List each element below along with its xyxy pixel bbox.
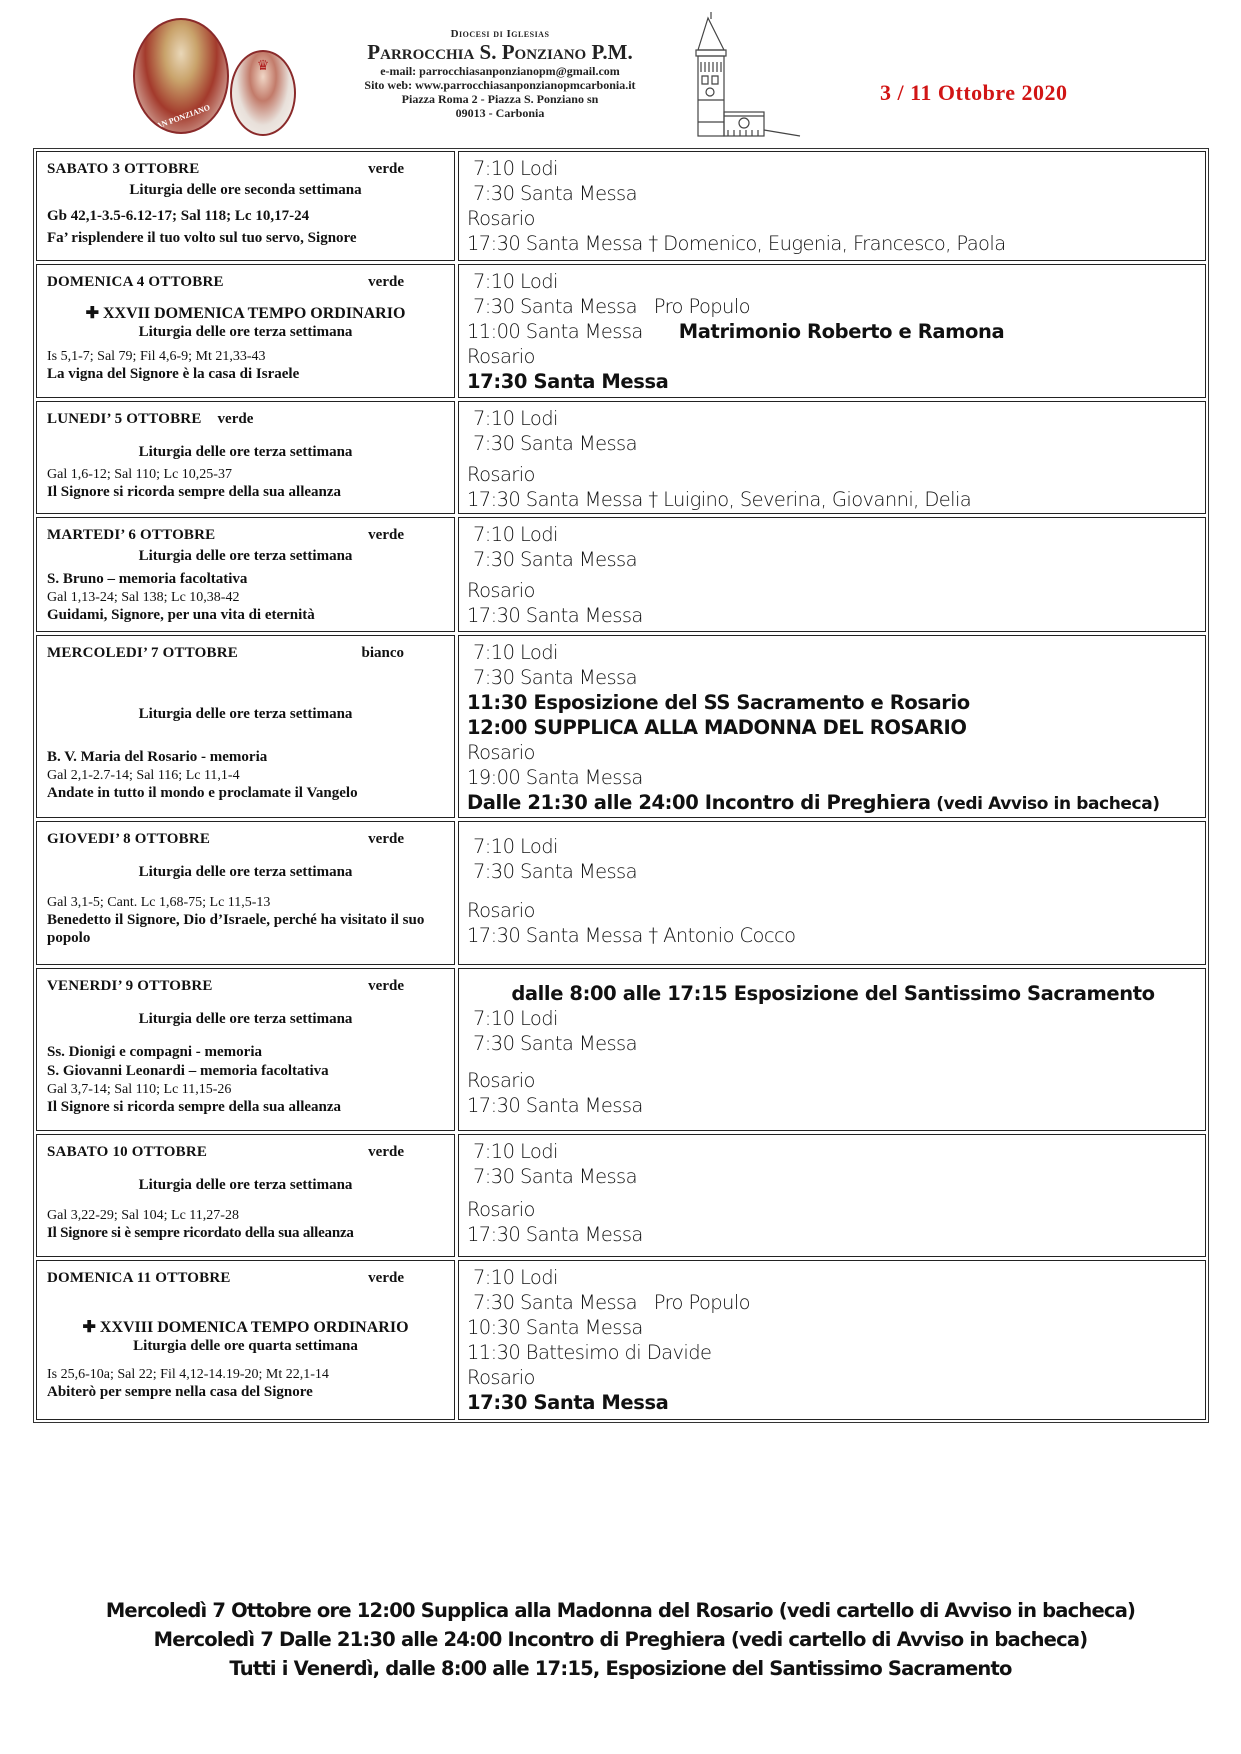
- events-cell: [458, 401, 1206, 514]
- crown-icon: ♛: [256, 59, 270, 74]
- day-row: [36, 517, 1206, 632]
- antiphon: Benedetto il Signore, Dio d’Israele, perché ha visitato il suo popolo: [47, 912, 425, 946]
- event-time: Dalle 21:30 alle 24:00 Incontro di Preghiera: [467, 791, 931, 814]
- event-time: 11:00 Santa Messa: [467, 320, 643, 343]
- antiphon: Abiterò per sempre nella casa del Signore: [47, 1384, 313, 1400]
- liturgy-cell: [36, 517, 455, 632]
- liturgy-week: Liturgia delle ore terza settimana: [138, 444, 353, 460]
- parish-info: [300, 28, 700, 120]
- event: 7:10 Lodi: [473, 157, 558, 180]
- antiphon: Il Signore si è sempre ricordato della sua alleanza: [47, 1225, 354, 1241]
- liturgy-week: Liturgia delle ore terza settimana: [138, 324, 353, 340]
- event: 7:10 Lodi: [473, 1140, 558, 1163]
- solemnity-title: ✚ XXVII DOMENICA TEMPO ORDINARIO: [85, 305, 406, 322]
- liturgical-color: verde: [368, 977, 404, 994]
- saint-medallion-image: [230, 50, 296, 136]
- week-date-range: 3 / 11 Ottobre 2020: [880, 80, 1068, 105]
- readings: Gal 1,6-12; Sal 110; Lc 10,25-37: [47, 467, 232, 482]
- liturgical-color: verde: [368, 273, 404, 290]
- solemnity-title: ✚ XXVIII DOMENICA TEMPO ORDINARIO: [82, 1319, 409, 1336]
- readings: Is 5,1-7; Sal 79; Fil 4,6-9; Mt 21,33-43: [47, 349, 266, 364]
- event: 12:00 SUPPLICA ALLA MADONNA DEL ROSARIO: [467, 716, 967, 739]
- liturgical-color: bianco: [361, 644, 404, 661]
- liturgical-color: verde: [217, 410, 254, 427]
- day-name: VENERDI’ 9 OTTOBRE: [47, 977, 213, 994]
- liturgical-color: verde: [368, 526, 404, 543]
- parish-address: Piazza Roma 2 - Piazza S. Ponziano sn: [401, 92, 599, 106]
- antiphon: Guidami, Signore, per una vita di eternità: [47, 607, 315, 623]
- event: 17:30 Santa Messa: [467, 1223, 643, 1246]
- liturgical-color: verde: [368, 830, 404, 847]
- notices: [0, 1596, 1241, 1683]
- event: 19:00 Santa Messa: [467, 766, 643, 789]
- liturgy-cell: [36, 968, 455, 1131]
- event: 11:30 Esposizione del SS Sacramento e Rosario: [467, 691, 970, 714]
- readings: Gal 2,1-2.7-14; Sal 116; Lc 11,1-4: [47, 768, 240, 783]
- liturgy-week: Liturgia delle ore quarta settimana: [133, 1338, 358, 1354]
- san-ponziano-medallion-image: [133, 18, 229, 134]
- parish-website[interactable]: Sito web: www.parrocchiasanponzianopmcarbonia.it: [364, 78, 636, 92]
- antiphon: Andate in tutto il mondo e proclamate il Vangelo: [47, 785, 358, 801]
- event: 7:10 Lodi: [473, 407, 558, 430]
- event: 7:10 Lodi: [473, 641, 558, 664]
- antiphon: Il Signore si ricorda sempre della sua alleanza: [47, 1099, 342, 1115]
- medallion-label: SAN PONZIANO: [150, 102, 212, 133]
- event: Rosario: [467, 463, 535, 486]
- notice-line: Tutti i Venerdì, dalle 8:00 alle 17:15, Esposizione del Santissimo Sacramento: [229, 1657, 1012, 1680]
- diocese-name: Diocesi di Iglesias: [450, 28, 550, 40]
- event: 7:10 Lodi: [473, 523, 558, 546]
- event: 7:10 Lodi: [473, 1007, 558, 1030]
- day-name: SABATO 10 OTTOBRE: [47, 1143, 208, 1160]
- readings: Gal 3,7-14; Sal 110; Lc 11,15-26: [47, 1082, 232, 1097]
- day-name: SABATO 3 OTTOBRE: [47, 160, 200, 177]
- event: 7:10 Lodi: [473, 835, 558, 858]
- day-row: [36, 968, 1206, 1131]
- readings: Gal 1,13-24; Sal 138; Lc 10,38-42: [47, 590, 240, 605]
- liturgy-week: Liturgia delle ore terza settimana: [138, 706, 353, 722]
- event: 7:30 Santa Messa: [473, 1032, 637, 1055]
- liturgy-cell: [36, 821, 455, 965]
- events-cell: [458, 635, 1206, 818]
- event: 17:30 Santa Messa † Antonio Cocco: [467, 924, 796, 947]
- event: 11:30 Battesimo di Davide: [467, 1341, 712, 1364]
- liturgical-color: verde: [368, 160, 404, 177]
- liturgy-cell: [36, 1134, 455, 1257]
- event: dalle 8:00 alle 17:15 Esposizione del Santissimo Sacramento: [511, 982, 1155, 1005]
- event: Rosario: [467, 345, 535, 368]
- event: Rosario: [467, 741, 535, 764]
- event-note: Matrimonio Roberto e Ramona: [678, 320, 1005, 343]
- event: 17:30 Santa Messa † Luigino, Severina, Giovanni, Delia: [467, 488, 972, 511]
- memoria: S. Bruno – memoria facoltativa: [47, 571, 248, 587]
- event: 7:10 Lodi: [473, 270, 558, 293]
- event: [467, 319, 1199, 344]
- events-cell: [458, 1260, 1206, 1420]
- events-cell: [458, 151, 1206, 261]
- page-header: [0, 0, 1241, 140]
- event: 17:30 Santa Messa: [467, 370, 669, 393]
- day-name: DOMENICA 11 OTTOBRE: [47, 1269, 231, 1286]
- event: 17:30 Santa Messa † Domenico, Eugenia, Francesco, Paola: [467, 232, 1006, 255]
- parish-name: Parrocchia S. Ponziano P.M.: [367, 40, 633, 64]
- readings: Gal 3,22-29; Sal 104; Lc 11,27-28: [47, 1208, 239, 1223]
- parish-city: 09013 - Carbonia: [455, 106, 545, 120]
- liturgy-cell: [36, 1260, 455, 1420]
- events-cell: [458, 1134, 1206, 1257]
- event: [467, 790, 1199, 817]
- event: 17:30 Santa Messa: [467, 1391, 669, 1414]
- event: Rosario: [467, 899, 535, 922]
- event: 7:30 Santa Messa: [473, 666, 637, 689]
- event: 7:30 Santa Messa: [473, 432, 637, 455]
- events-cell: [458, 517, 1206, 632]
- day-row: [36, 264, 1206, 398]
- event-note: (vedi Avviso in bacheca): [936, 794, 1160, 814]
- events-cell: [458, 821, 1206, 965]
- day-row: [36, 635, 1206, 818]
- event: Rosario: [467, 1069, 535, 1092]
- day-row: [36, 821, 1206, 965]
- event: 7:30 Santa Messa: [473, 1165, 637, 1188]
- day-row: [36, 151, 1206, 261]
- readings: Gb 42,1-3.5-6.12-17; Sal 118; Lc 10,17-24: [47, 208, 310, 224]
- memoria: B. V. Maria del Rosario - memoria: [47, 749, 268, 765]
- parish-email[interactable]: e-mail: parrocchiasanponzianopm@gmail.com: [380, 64, 620, 78]
- event: 7:30 Santa Messa Pro Populo: [473, 295, 750, 318]
- event: 17:30 Santa Messa: [467, 604, 643, 627]
- day-name: LUNEDI’ 5 OTTOBRE: [47, 410, 202, 427]
- event: Rosario: [467, 579, 535, 602]
- events-cell: [458, 968, 1206, 1131]
- antiphon: La vigna del Signore è la casa di Israele: [47, 366, 300, 382]
- day-name: MARTEDI’ 6 OTTOBRE: [47, 526, 216, 543]
- day-name: GIOVEDI’ 8 OTTOBRE: [47, 830, 211, 847]
- church-tower-icon: [688, 10, 808, 138]
- memoria: S. Giovanni Leonardi – memoria facoltativa: [47, 1063, 329, 1079]
- memoria: Ss. Dionigi e compagni - memoria: [47, 1044, 262, 1060]
- event: 17:30 Santa Messa: [467, 1094, 643, 1117]
- liturgy-cell: [36, 151, 455, 261]
- antiphon: Il Signore si ricorda sempre della sua alleanza: [47, 484, 342, 500]
- day-row: [36, 401, 1206, 514]
- antiphon: Fa’ risplendere il tuo volto sul tuo servo, Signore: [47, 230, 357, 246]
- event: 7:30 Santa Messa: [473, 860, 637, 883]
- notice-line: Mercoledì 7 Ottobre ore 12:00 Supplica alla Madonna del Rosario (vedi cartello di Avviso in bacheca): [105, 1599, 1136, 1622]
- readings: Is 25,6-10a; Sal 22; Fil 4,12-14.19-20; Mt 22,1-14: [47, 1367, 329, 1382]
- notice-line: Mercoledì 7 Dalle 21:30 alle 24:00 Incontro di Preghiera (vedi cartello di Avviso in bacheca): [153, 1628, 1088, 1651]
- liturgy-cell: [36, 264, 455, 398]
- liturgical-color: verde: [368, 1143, 404, 1160]
- liturgy-week: Liturgia delle ore terza settimana: [138, 1177, 353, 1193]
- events-cell: [458, 264, 1206, 398]
- event: Rosario: [467, 207, 535, 230]
- liturgy-week: Liturgia delle ore terza settimana: [138, 864, 353, 880]
- liturgy-week: Liturgia delle ore terza settimana: [138, 1011, 353, 1027]
- liturgy-cell: [36, 635, 455, 818]
- liturgy-week: Liturgia delle ore terza settimana: [138, 548, 353, 564]
- day-row: [36, 1260, 1206, 1420]
- day-name: DOMENICA 4 OTTOBRE: [47, 273, 224, 290]
- day-row: [36, 1134, 1206, 1257]
- event: Rosario: [467, 1366, 535, 1389]
- readings: Gal 3,1-5; Cant. Lc 1,68-75; Lc 11,5-13: [47, 895, 271, 910]
- liturgy-cell: [36, 401, 455, 514]
- event: 7:30 Santa Messa Pro Populo: [473, 1291, 750, 1314]
- event: 7:30 Santa Messa: [473, 182, 637, 205]
- event: 7:10 Lodi: [473, 1266, 558, 1289]
- day-name: MERCOLEDI’ 7 OTTOBRE: [47, 644, 238, 661]
- liturgical-color: verde: [368, 1269, 404, 1286]
- event: Rosario: [467, 1198, 535, 1221]
- event: 7:30 Santa Messa: [473, 548, 637, 571]
- liturgy-week: Liturgia delle ore seconda settimana: [129, 182, 362, 198]
- event: 10:30 Santa Messa: [467, 1316, 643, 1339]
- weekly-schedule-table: [33, 148, 1209, 1423]
